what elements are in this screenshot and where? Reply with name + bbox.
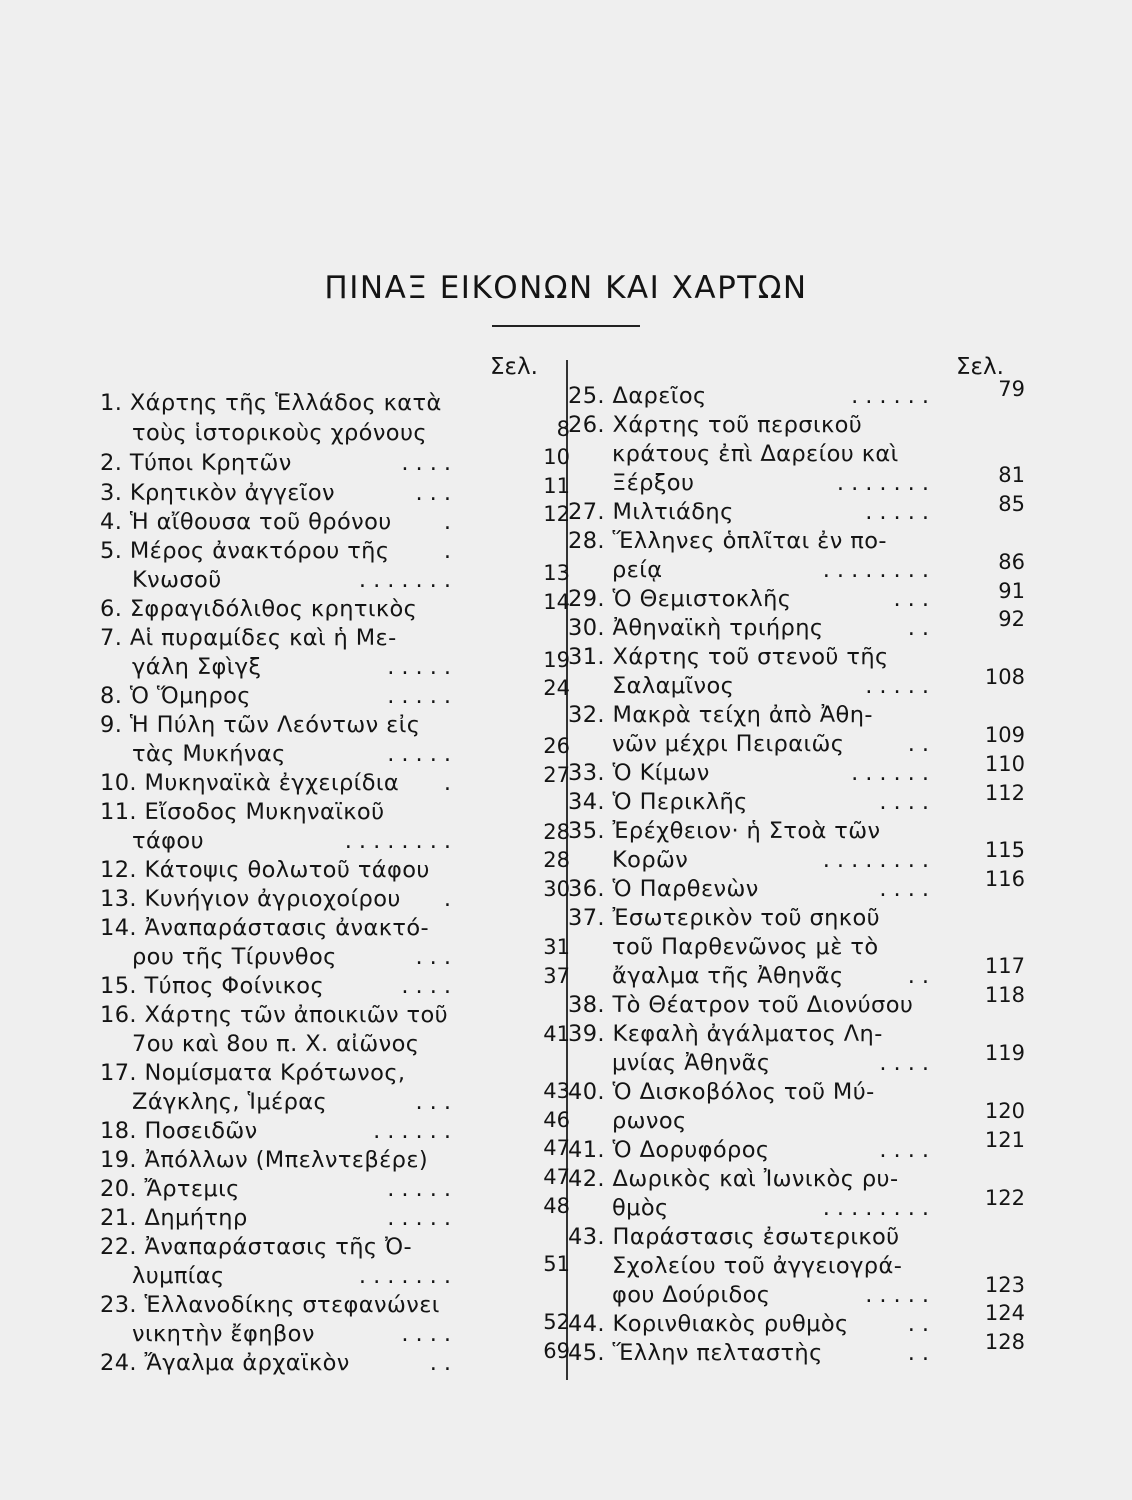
page-number: 123 [984,1273,1025,1297]
list-item: 12. Κάτοψις θολωτοῦ τάφου [100,857,430,883]
page-number: 116 [984,867,1025,891]
page-number: 117 [984,954,1025,978]
page-number: 47 [543,1165,570,1189]
page-number: 52 [543,1310,570,1334]
page-number: 119 [984,1041,1025,1065]
page-number: 37 [543,964,570,988]
page-number: 10 [543,445,570,469]
list-item: Ζάγκλης, Ἱμέρας ... [132,1089,458,1115]
list-item: 29. Ὁ Θεμιστοκλῆς ... [568,586,936,612]
list-item: 30. Ἀθηναϊκὴ τριήρης .. [568,615,936,641]
list-item: 1. Χάρτης τῆς Ἑλλάδος κατὰ [100,390,442,416]
page-number: 91 [998,579,1025,603]
list-item: 24. Ἄγαλμα ἀρχαϊκὸν .. [100,1350,458,1376]
list-item: 6. Σφραγιδόλιθος κρητικὸς [100,596,418,622]
list-item: 36. Ὁ Παρθενὼν .... [568,876,936,902]
page-number: 19 [543,648,570,672]
page-number: 28 [543,820,570,844]
list-item: ἄγαλμα τῆς Ἀθηνᾶς .. [612,963,936,989]
list-item: Ξέρξου ....... [612,470,936,496]
page-number: 120 [984,1099,1025,1123]
list-item: 44. Κορινθιακὸς ρυθμὸς .. [568,1311,936,1337]
page-number: 81 [998,463,1025,487]
page-number: 43 [543,1079,570,1103]
page-number: 92 [998,607,1025,631]
list-item: 32. Μακρὰ τείχη ἀπὸ Ἀθη- [568,702,873,728]
list-item: 20. Ἄρτεμις ..... [100,1176,458,1202]
list-item: 9. Ἡ Πύλη τῶν Λεόντων εἰς [100,712,421,738]
title-underline [492,325,640,327]
list-item: ρωνος [612,1108,687,1134]
page-number: 79 [998,377,1025,401]
list-item: μνίας Ἀθηνᾶς .... [612,1050,936,1076]
page-number: 48 [543,1194,570,1218]
list-item: 21. Δημήτηρ ..... [100,1205,458,1231]
list-item: Σαλαμῖνος ..... [612,673,936,699]
list-item: 33. Ὁ Κίμων ...... [568,760,936,786]
list-item: θμὸς ........ [612,1195,936,1221]
page-number: 109 [984,723,1025,747]
list-item: 8. Ὁ Ὅμηρος ..... [100,683,458,709]
page-number: 28 [543,848,570,872]
page-title: ΠΙΝΑΞ ΕΙΚΟΝΩΝ ΚΑΙ ΧΑΡΤΩΝ [324,270,808,306]
page-number: 30 [543,877,570,901]
list-item: 39. Κεφαλὴ ἀγάλματος Λη- [568,1021,883,1047]
list-item: 28. Ἕλληνες ὁπλῖται ἐν πο- [568,528,887,554]
list-item: 10. Μυκηναϊκὰ ἐγχειρίδια . [100,770,458,796]
page-number: 85 [998,492,1025,516]
list-item: 16. Χάρτης τῶν ἀποικιῶν τοῦ [100,1002,449,1028]
list-item: τοῦ Παρθενῶνος μὲ τὸ [612,934,879,960]
page-number: 121 [984,1128,1025,1152]
list-item: 22. Ἀναπαράστασις τῆς Ὀ- [100,1234,413,1260]
list-item: Κνωσοῦ ....... [132,567,458,593]
list-item: 7. Αἱ πυραμίδες καὶ ἡ Με- [100,625,397,651]
list-item: 4. Ἡ αἴθουσα τοῦ θρόνου . [100,509,458,535]
page-number: 118 [984,983,1025,1007]
list-item: 3. Κρητικὸν ἀγγεῖον ... [100,480,458,506]
list-item: 11. Εἴσοδος Μυκηναϊκοῦ [100,799,385,825]
page-number: 124 [984,1301,1025,1325]
list-item: γάλη Σφὶγξ ..... [132,654,458,680]
list-item: κράτους ἐπὶ Δαρείου καὶ [612,441,899,467]
list-item: τάφου ........ [132,828,458,854]
list-item: 42. Δωρικὸς καὶ Ἰωνικὸς ρυ- [568,1166,899,1192]
list-item: 40. Ὁ Δισκοβόλος τοῦ Μύ- [568,1079,875,1105]
page-number: 51 [543,1252,570,1276]
page-number: 8 [556,417,570,441]
page-number: 46 [543,1108,570,1132]
list-item: 5. Μέρος ἀνακτόρου τῆς . [100,538,458,564]
page-number: 41 [543,1022,570,1046]
list-item: Σχολείου τοῦ ἀγγειογρά- [612,1253,903,1279]
list-item: 18. Ποσειδῶν ...... [100,1118,458,1144]
list-item: ρείᾳ ........ [612,557,936,583]
list-item: λυμπίας ....... [132,1263,458,1289]
list-item: 15. Τύπος Φοίνικος .... [100,973,458,999]
page-number: 122 [984,1186,1025,1210]
list-item: 7ου καὶ 8ου π. Χ. αἰῶνος [132,1031,420,1057]
list-item: 19. Ἀπόλλων (Μπελντεβέρε) [100,1147,429,1173]
list-item: 17. Νομίσματα Κρότωνος, [100,1060,406,1086]
list-item: νικητὴν ἔφηβον .... [132,1321,458,1347]
page-number: 27 [543,763,570,787]
page-number: 115 [984,838,1025,862]
page-number: 31 [543,935,570,959]
list-item: φου Δούριδος ..... [612,1282,936,1308]
list-item: 25. Δαρεῖος ...... [568,383,936,409]
list-item: Κορῶν ........ [612,847,936,873]
list-item: 2. Τύποι Κρητῶν .... [100,450,458,476]
page-column-header-right: Σελ. [956,354,1004,380]
list-item: 31. Χάρτης τοῦ στενοῦ τῆς [568,644,889,670]
page-number: 47 [543,1136,570,1160]
page-number: 112 [984,781,1025,805]
page-number: 11 [543,474,570,498]
page-number: 24 [543,676,570,700]
list-item: 43. Παράστασις ἐσωτερικοῦ [568,1224,900,1250]
list-item: 26. Χάρτης τοῦ περσικοῦ [568,412,863,438]
page-number: 128 [984,1330,1025,1354]
list-item: 13. Κυνήγιον ἀγριοχοίρου . [100,886,458,912]
list-item: 34. Ὁ Περικλῆς .... [568,789,936,815]
page-number: 26 [543,734,570,758]
page-number: 14 [543,590,570,614]
page-number: 86 [998,550,1025,574]
list-item: 23. Ἑλλανοδίκης στεφανώνει [100,1292,440,1318]
page-number: 69 [543,1339,570,1363]
page-number: 12 [543,502,570,526]
list-item: 37. Ἐσωτερικὸν τοῦ σηκοῦ [568,905,881,931]
list-item: νῶν μέχρι Πειραιῶς .. [612,731,936,757]
page-column-header-left: Σελ. [490,354,538,380]
page-number: 110 [984,752,1025,776]
list-item: τοὺς ἱστορικοὺς χρόνους [132,420,427,446]
list-item: 45. Ἕλλην πελταστὴς .. [568,1340,936,1366]
page-number: 13 [543,561,570,585]
list-item: ρου τῆς Τίρυνθος ... [132,944,458,970]
list-item: 38. Τὸ Θέατρον τοῦ Διονύσου [568,992,914,1018]
list-item: 35. Ἐρέχθειον· ἡ Στοὰ τῶν [568,818,881,844]
list-item: 14. Ἀναπαράστασις ἀνακτό- [100,915,430,941]
list-item: 41. Ὁ Δορυφόρος .... [568,1137,936,1163]
list-item: 27. Μιλτιάδης ..... [568,499,936,525]
list-item: τὰς Μυκήνας ..... [132,741,458,767]
page-number: 108 [984,665,1025,689]
